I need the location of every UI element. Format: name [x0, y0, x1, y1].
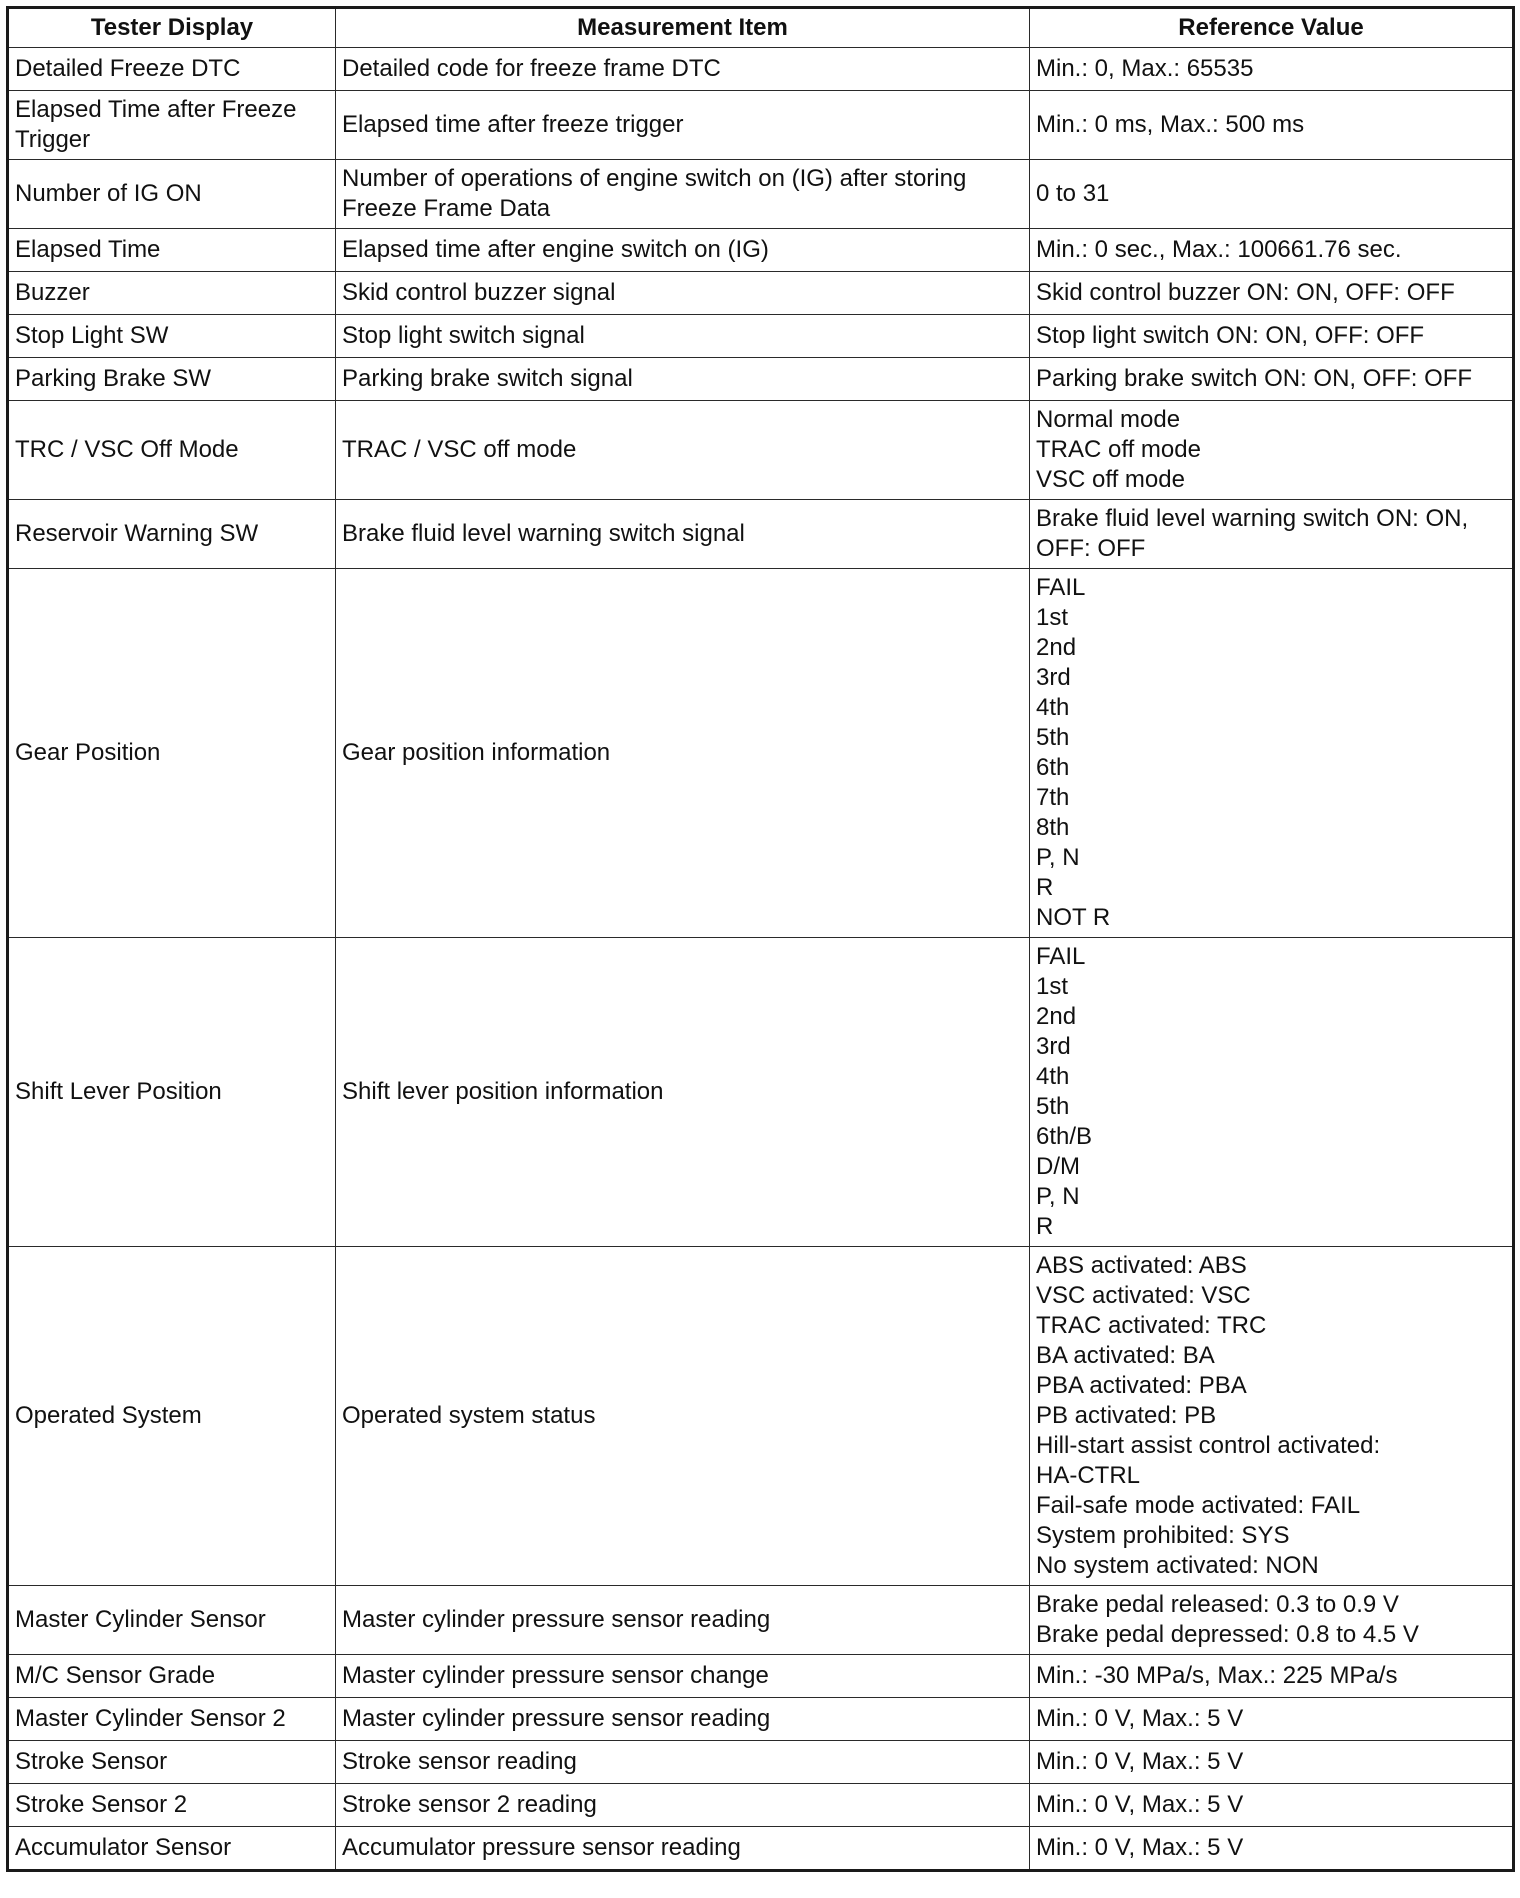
- reference-value-line: R: [1036, 874, 1054, 901]
- reference-value-line: 8th: [1036, 814, 1070, 841]
- reference-value-line: FAIL: [1036, 943, 1086, 970]
- header-row: [8, 8, 1514, 48]
- reference-value-line: 4th: [1036, 694, 1070, 721]
- reference-value-line: Min.: 0 sec., Max.: 100661.76 sec.: [1036, 236, 1402, 263]
- table-row: [8, 1698, 1514, 1741]
- table-row: [8, 229, 1514, 272]
- measurement-item-cell: Operated system status: [336, 1247, 1030, 1586]
- measurement-item-cell: Number of operations of engine switch on (IG) after storing Freeze Frame Data: [336, 160, 1030, 229]
- tester-display-cell: Elapsed Time: [8, 229, 336, 272]
- reference-value-line: 0 to 31: [1036, 180, 1110, 207]
- reference-value-cell: [1030, 1586, 1514, 1655]
- reference-value-line: Min.: 0 V, Max.: 5 V: [1036, 1791, 1244, 1818]
- reference-value-line: 6th: [1036, 754, 1070, 781]
- reference-value-line: PB activated: PB: [1036, 1402, 1217, 1429]
- reference-value-line: 3rd: [1036, 664, 1071, 691]
- reference-value-line: Min.: -30 MPa/s, Max.: 225 MPa/s: [1036, 1662, 1398, 1689]
- tester-display-cell: Accumulator Sensor: [8, 1827, 336, 1871]
- table-row: [8, 1741, 1514, 1784]
- reference-value-line: VSC off mode: [1036, 466, 1185, 493]
- reference-value-line: Min.: 0 V, Max.: 5 V: [1036, 1705, 1244, 1732]
- reference-value-cell: [1030, 358, 1514, 401]
- reference-value-line: Brake pedal released: 0.3 to 0.9 V: [1036, 1591, 1399, 1618]
- reference-value-line: TRAC off mode: [1036, 436, 1201, 463]
- reference-value-line: 5th: [1036, 724, 1070, 751]
- reference-value-cell: [1030, 229, 1514, 272]
- reference-value-cell: [1030, 272, 1514, 315]
- reference-value-line: Normal mode: [1036, 406, 1181, 433]
- reference-value-line: BA activated: BA: [1036, 1342, 1215, 1369]
- reference-value-line: PBA activated: PBA: [1036, 1372, 1247, 1399]
- reference-value-cell: [1030, 160, 1514, 229]
- tester-display-cell: Number of IG ON: [8, 160, 336, 229]
- table-row: [8, 91, 1514, 160]
- table-row: [8, 500, 1514, 569]
- measurement-item-cell: Stroke sensor 2 reading: [336, 1784, 1030, 1827]
- table-header: [8, 8, 1514, 48]
- reference-value-line: 1st: [1036, 973, 1069, 1000]
- measurement-item-cell: Shift lever position information: [336, 938, 1030, 1247]
- reference-value-line: D/M: [1036, 1153, 1080, 1180]
- tester-display-cell: Elapsed Time after Freeze Trigger: [8, 91, 336, 160]
- measurement-item-cell: TRAC / VSC off mode: [336, 401, 1030, 500]
- reference-value-cell: [1030, 938, 1514, 1247]
- table-row: [8, 1586, 1514, 1655]
- reference-value-line: Fail-safe mode activated: FAIL: [1036, 1492, 1361, 1519]
- table-row: [8, 1784, 1514, 1827]
- reference-value-line: NOT R: [1036, 904, 1111, 931]
- reference-value-line: 1st: [1036, 604, 1069, 631]
- measurement-item-cell: Master cylinder pressure sensor reading: [336, 1698, 1030, 1741]
- measurement-item-cell: Elapsed time after freeze trigger: [336, 91, 1030, 160]
- reference-value-cell: [1030, 569, 1514, 938]
- header-reference-value: Reference Value: [1030, 8, 1514, 48]
- tester-display-cell: Detailed Freeze DTC: [8, 48, 336, 91]
- table-row: [8, 160, 1514, 229]
- reference-value-cell: [1030, 1247, 1514, 1586]
- reference-value-line: P, N: [1036, 844, 1080, 871]
- reference-value-cell: [1030, 315, 1514, 358]
- reference-value-line: VSC activated: VSC: [1036, 1282, 1251, 1309]
- measurement-item-cell: Elapsed time after engine switch on (IG): [336, 229, 1030, 272]
- reference-value-line: Min.: 0 V, Max.: 5 V: [1036, 1834, 1244, 1861]
- reference-value-line: 7th: [1036, 784, 1070, 811]
- tester-display-cell: Parking Brake SW: [8, 358, 336, 401]
- tester-display-cell: Shift Lever Position: [8, 938, 336, 1247]
- reference-value-line: 2nd: [1036, 634, 1077, 661]
- reference-value-cell: [1030, 1741, 1514, 1784]
- tester-display-cell: Buzzer: [8, 272, 336, 315]
- reference-value-line: OFF: OFF: [1036, 535, 1146, 562]
- tester-display-cell: Stroke Sensor 2: [8, 1784, 336, 1827]
- reference-value-cell: [1030, 1784, 1514, 1827]
- tester-display-cell: Master Cylinder Sensor: [8, 1586, 336, 1655]
- header-measurement-item: Measurement Item: [336, 8, 1030, 48]
- measurement-item-cell: Master cylinder pressure sensor reading: [336, 1586, 1030, 1655]
- measurement-item-cell: Accumulator pressure sensor reading: [336, 1827, 1030, 1871]
- table-row: [8, 401, 1514, 500]
- table-row: [8, 358, 1514, 401]
- reference-value-line: TRAC activated: TRC: [1036, 1312, 1267, 1339]
- header-tester-display: Tester Display: [8, 8, 336, 48]
- reference-value-line: Hill-start assist control activated:: [1036, 1432, 1381, 1459]
- reference-value-cell: [1030, 48, 1514, 91]
- tester-display-cell: Gear Position: [8, 569, 336, 938]
- tester-display-cell: Reservoir Warning SW: [8, 500, 336, 569]
- reference-value-cell: [1030, 1827, 1514, 1871]
- reference-value-line: R: [1036, 1213, 1054, 1240]
- reference-value-line: 4th: [1036, 1063, 1070, 1090]
- measurement-item-cell: Skid control buzzer signal: [336, 272, 1030, 315]
- reference-value-cell: [1030, 500, 1514, 569]
- table-row: [8, 569, 1514, 938]
- reference-value-line: No system activated: NON: [1036, 1552, 1319, 1579]
- reference-value-line: ABS activated: ABS: [1036, 1252, 1247, 1279]
- reference-value-line: 6th/B: [1036, 1123, 1093, 1150]
- table-row: [8, 1247, 1514, 1586]
- tester-display-cell: Stroke Sensor: [8, 1741, 336, 1784]
- reference-value-line: Parking brake switch ON: ON, OFF: OFF: [1036, 365, 1473, 392]
- tester-display-cell: TRC / VSC Off Mode: [8, 401, 336, 500]
- measurement-item-cell: Stop light switch signal: [336, 315, 1030, 358]
- table-row: [8, 48, 1514, 91]
- table-row: [8, 315, 1514, 358]
- table-row: [8, 938, 1514, 1247]
- reference-value-line: HA-CTRL: [1036, 1462, 1141, 1489]
- measurement-item-cell: Gear position information: [336, 569, 1030, 938]
- measurement-item-cell: Detailed code for freeze frame DTC: [336, 48, 1030, 91]
- table-row: [8, 1827, 1514, 1871]
- measurement-item-cell: Master cylinder pressure sensor change: [336, 1655, 1030, 1698]
- reference-value-line: Skid control buzzer ON: ON, OFF: OFF: [1036, 279, 1455, 306]
- tester-display-cell: M/C Sensor Grade: [8, 1655, 336, 1698]
- reference-value-line: Brake fluid level warning switch ON: ON,: [1036, 505, 1469, 532]
- reference-value-line: FAIL: [1036, 574, 1086, 601]
- table-body: [8, 48, 1514, 1871]
- reference-value-cell: [1030, 401, 1514, 500]
- measurement-item-cell: Parking brake switch signal: [336, 358, 1030, 401]
- tester-display-cell: Stop Light SW: [8, 315, 336, 358]
- table-row: [8, 272, 1514, 315]
- reference-value-line: Min.: 0 ms, Max.: 500 ms: [1036, 111, 1305, 138]
- reference-value-line: Stop light switch ON: ON, OFF: OFF: [1036, 322, 1425, 349]
- data-list-table: [6, 6, 1515, 1872]
- reference-value-line: 2nd: [1036, 1003, 1077, 1030]
- tester-display-cell: Operated System: [8, 1247, 336, 1586]
- reference-value-cell: [1030, 91, 1514, 160]
- reference-value-line: Min.: 0 V, Max.: 5 V: [1036, 1748, 1244, 1775]
- reference-value-cell: [1030, 1698, 1514, 1741]
- measurement-item-cell: Stroke sensor reading: [336, 1741, 1030, 1784]
- table-row: [8, 1655, 1514, 1698]
- reference-value-line: 5th: [1036, 1093, 1070, 1120]
- tester-display-cell: Master Cylinder Sensor 2: [8, 1698, 336, 1741]
- reference-value-line: System prohibited: SYS: [1036, 1522, 1290, 1549]
- reference-value-line: Brake pedal depressed: 0.8 to 4.5 V: [1036, 1621, 1419, 1648]
- reference-value-line: P, N: [1036, 1183, 1080, 1210]
- reference-value-line: Min.: 0, Max.: 65535: [1036, 55, 1254, 82]
- measurement-item-cell: Brake fluid level warning switch signal: [336, 500, 1030, 569]
- reference-value-cell: [1030, 1655, 1514, 1698]
- reference-value-line: 3rd: [1036, 1033, 1071, 1060]
